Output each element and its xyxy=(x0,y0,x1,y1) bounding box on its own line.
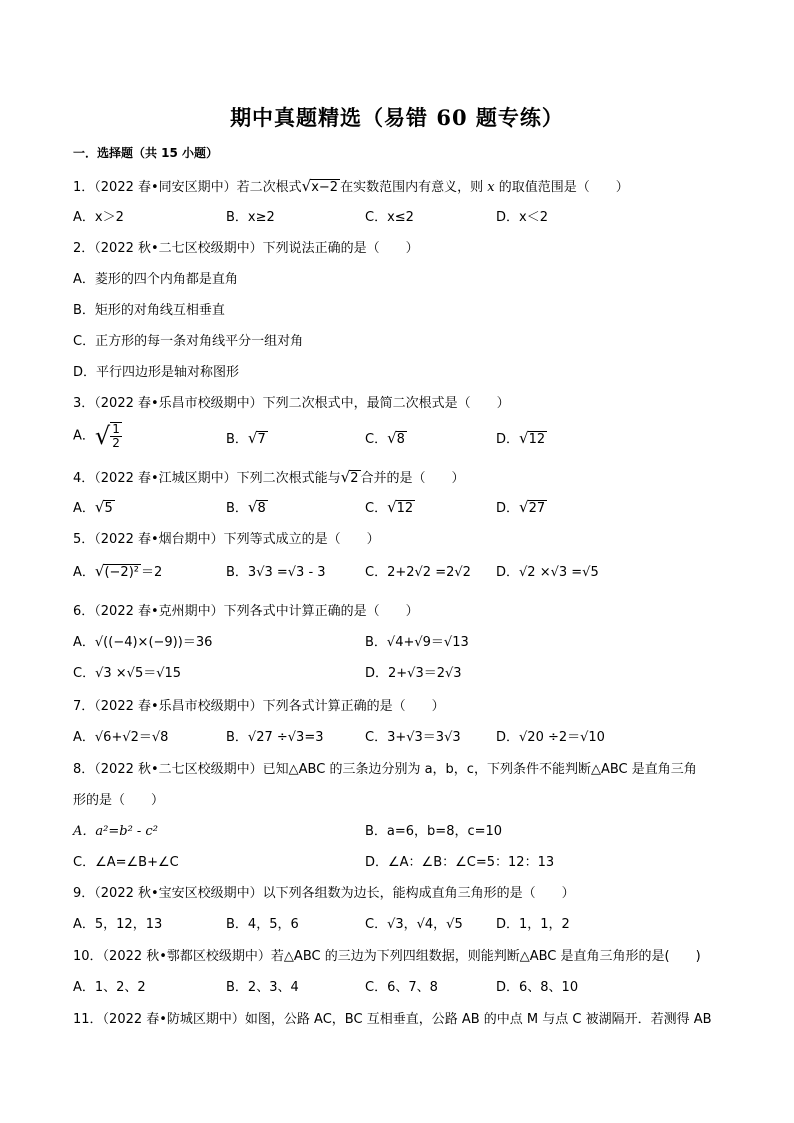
option-c-label: C． xyxy=(365,432,388,447)
q4-stem-a: 4．（2022 春•江城区期中）下列二次根式能与 xyxy=(73,471,341,486)
option-b-label: B． xyxy=(226,432,248,447)
question-7-stem: 7．（2022 春•乐昌市校级期中）下列各式计算正确的是（ ） xyxy=(73,699,445,714)
option-b: B．a=6，b=8，c=10 xyxy=(365,824,503,839)
option-b: B．√27 ÷√3=3 xyxy=(226,730,324,745)
q1-variable: x xyxy=(487,180,495,195)
section-heading: 一．选择题（共 15 小题） xyxy=(73,146,219,160)
q1-stem-b: 在实数范围内有意义，则 xyxy=(340,180,488,195)
question-2-option-c: C．正方形的每一条对角线平分一组对角 xyxy=(73,334,304,349)
question-4-options xyxy=(73,497,733,521)
option-d xyxy=(496,428,547,447)
question-9-stem: 9．（2022 秋•宝安区校级期中）以下列各组数为边长，能构成直角三角形的是（ ） xyxy=(73,886,575,901)
q1-stem-a: 1．（2022 春•同安区期中）若二次根式 xyxy=(73,180,302,195)
option-c xyxy=(365,428,407,447)
option-c xyxy=(365,497,415,516)
q1-radicand: x−2 xyxy=(311,180,339,195)
question-1-options xyxy=(73,206,733,230)
question-3-stem: 3．（2022 春•乐昌市校级期中）下列二次根式中，最简二次根式是（ ） xyxy=(73,396,510,411)
question-6-options-ab xyxy=(73,631,733,655)
radicand: 8 xyxy=(396,432,405,447)
q4-stem-b: 合并的是（ ） xyxy=(360,471,465,486)
option-c: C．√3 ×√5＝√15 xyxy=(73,666,182,681)
option-a-label: A． xyxy=(73,501,95,516)
question-6-stem: 6．（2022 春•克州期中）下列各式中计算正确的是（ ） xyxy=(73,604,419,619)
option-c: C．x≤2 xyxy=(365,210,414,225)
question-2-option-b: B．矩形的对角线互相垂直 xyxy=(73,303,225,318)
denominator: 2 xyxy=(112,436,120,450)
option-d-label: D． xyxy=(496,432,520,447)
option-d: D．√20 ÷2＝√10 xyxy=(496,730,605,745)
option-c: C．∠A=∠B+∠C xyxy=(73,855,179,870)
option-d: D．x＜2 xyxy=(496,210,548,225)
option-a: A．5，12，13 xyxy=(73,917,163,932)
radical-sign: √ xyxy=(387,429,397,447)
option-b xyxy=(226,497,268,516)
option-a xyxy=(73,561,162,580)
radical-sign: √ xyxy=(387,498,397,516)
question-8-options-ab xyxy=(73,820,733,844)
option-a: A．x＞2 xyxy=(73,210,124,225)
radical-sign: √ xyxy=(519,498,529,516)
option-a: A．√6+√2＝√8 xyxy=(73,730,169,745)
option-a xyxy=(73,422,122,450)
radicand: (−2)² xyxy=(104,565,139,580)
question-8-stem-line2: 形的是（ ） xyxy=(73,793,165,808)
option-c: C．6、7、8 xyxy=(365,980,438,995)
question-2-stem: 2．（2022 秋•二七区校级期中）下列说法正确的是（ ） xyxy=(73,241,419,256)
fraction xyxy=(110,422,122,450)
option-d: D．1，1，2 xyxy=(496,917,570,932)
q1-stem-c: 的取值范围是（ ） xyxy=(494,180,629,195)
option-c-label: C． xyxy=(365,501,388,516)
question-11-stem: 11．（2022 春•防城区期中）如图，公路 AC，BC 互相垂直，公路 AB 的中点 M 与点 C 被湖隔开．若测得 AB xyxy=(73,1012,712,1027)
option-a-label: A． xyxy=(73,428,95,444)
option-a: A．√((−4)×(−9))＝36 xyxy=(73,635,213,650)
option-b: B．x≥2 xyxy=(226,210,275,225)
numerator: 1 xyxy=(112,422,120,436)
question-10-options xyxy=(73,976,733,1000)
page-title: 期中真题精选（易错 60 题专练） xyxy=(230,105,564,130)
option-c: C．3+√3＝3√3 xyxy=(365,730,461,745)
option-c: C．√3，√4，√5 xyxy=(365,917,463,932)
radicand: 27 xyxy=(528,501,546,516)
option-b: B．4，5，6 xyxy=(226,917,299,932)
radical-sign: √ xyxy=(247,429,258,447)
option-a-label: A． xyxy=(73,565,95,580)
radical-sign: √ xyxy=(301,177,312,195)
option-a-result: ＝2 xyxy=(141,565,163,580)
radical-sign: √ xyxy=(340,468,351,486)
q4-radicand: 2 xyxy=(350,471,359,486)
option-a: A．1、2、2 xyxy=(73,980,146,995)
radicand: 12 xyxy=(528,432,546,447)
question-10-stem: 10．（2022 秋•鄠都区校级期中）若△ABC 的三边为下列四组数据，则能判断△ABC 是直角三角形的是( ) xyxy=(73,949,701,964)
question-2-option-a: A．菱形的四个内角都是直角 xyxy=(73,272,238,287)
option-b: B．2、3、4 xyxy=(226,980,299,995)
option-d: D．6、8、10 xyxy=(496,980,579,995)
option-d-label: D． xyxy=(496,501,520,516)
question-8-stem-line1: 8．（2022 秋•二七区校级期中）已知△ABC 的三条边分别为 a，b，c，下列条件不能判断△ABC 是直角三角 xyxy=(73,762,697,777)
question-9-options xyxy=(73,913,733,937)
question-8-options-cd xyxy=(73,851,733,875)
radical-sign: √ xyxy=(94,498,105,516)
option-a: A．a²=b² - c² xyxy=(73,824,158,839)
option-d xyxy=(496,497,547,516)
option-b: B．3√3 =√3 - 3 xyxy=(226,565,326,580)
question-3-options xyxy=(73,422,733,458)
option-b-label: B． xyxy=(226,501,248,516)
question-6-options-cd xyxy=(73,662,733,686)
radicand: 8 xyxy=(257,501,266,516)
question-5-options xyxy=(73,561,733,585)
option-b xyxy=(226,428,268,447)
question-4-stem xyxy=(73,467,465,486)
radical-sign: √ xyxy=(519,429,529,447)
radicand: 5 xyxy=(104,501,113,516)
option-d: D．2+√3＝2√3 xyxy=(365,666,462,681)
option-b: B．√4+√9＝√13 xyxy=(365,635,469,650)
question-7-options xyxy=(73,726,733,750)
question-2-option-d: D．平行四边形是轴对称图形 xyxy=(73,365,240,380)
radical-sign: √ xyxy=(247,498,258,516)
question-1-stem xyxy=(73,176,629,195)
radicand: 12 xyxy=(396,501,414,516)
option-d: D．√2 ×√3 =√5 xyxy=(496,565,599,580)
option-a xyxy=(73,497,115,516)
option-d: D．∠A：∠B：∠C=5：12：13 xyxy=(365,855,555,870)
radical-sign: √ xyxy=(94,422,111,450)
question-5-stem: 5．（2022 春•烟台期中）下列等式成立的是（ ） xyxy=(73,532,380,547)
option-c: C．2+2√2 =2√2 xyxy=(365,565,471,580)
radicand: 7 xyxy=(257,432,266,447)
radical-sign: √ xyxy=(94,562,105,580)
